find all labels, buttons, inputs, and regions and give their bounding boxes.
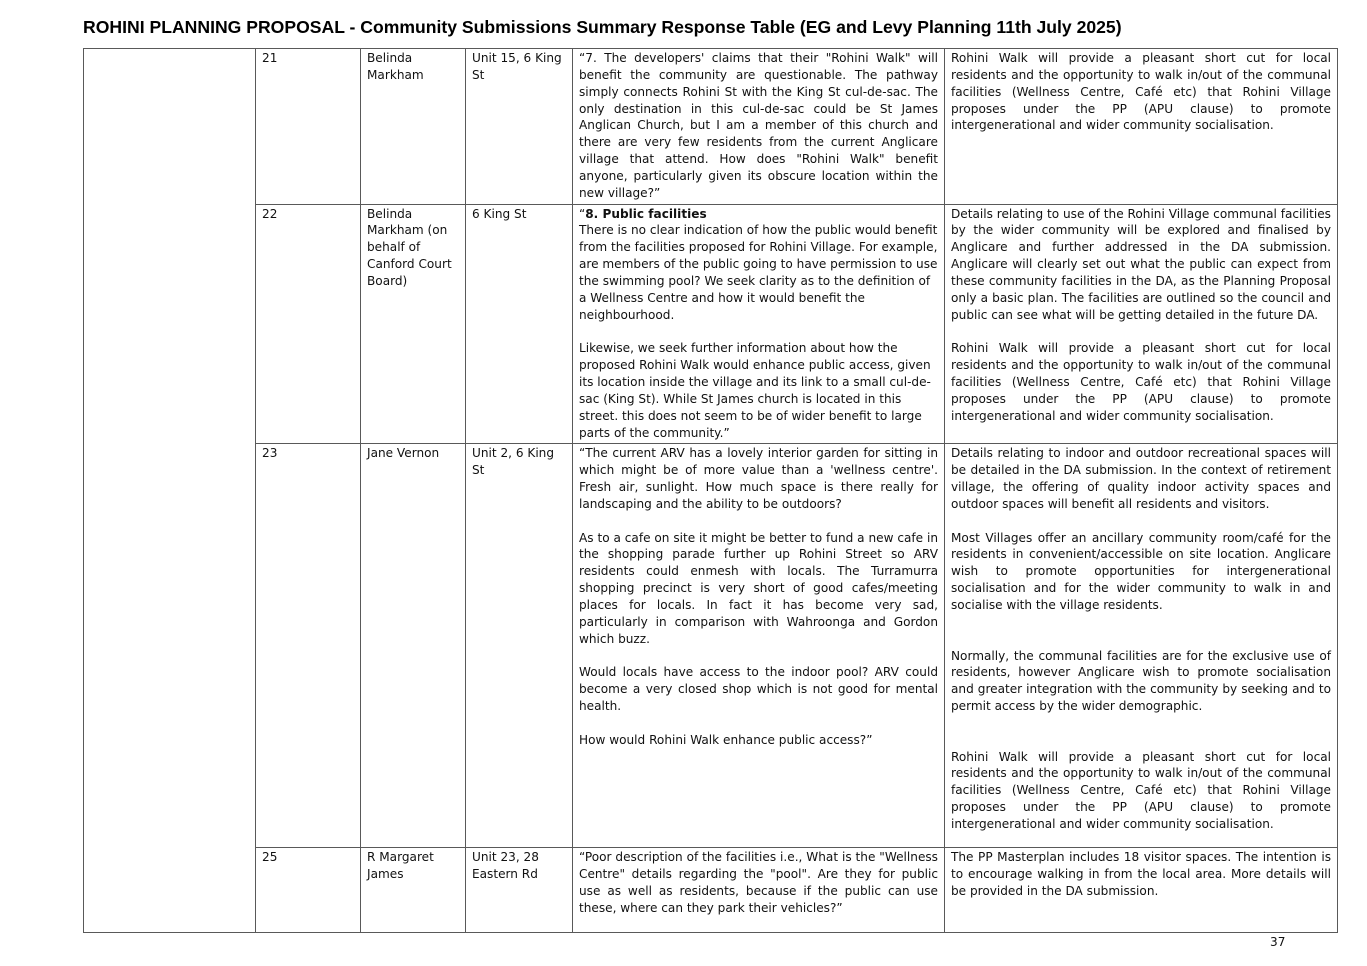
submission-text (573, 49, 945, 205)
submission-text (573, 848, 945, 933)
heading-label: 8. Public facilities (585, 206, 707, 221)
response-paragraph: Details relating to use of the Rohini Village communal facilities by the wider community will be explored and finalised by Anglicare and further addressed in the DA submission. Anglicare will clearly set out what the public can expect from these community facilities in the DA, as the Planning Proposal only a basic plan. The facilities are outlined so the council and public can see what will be getting detailed in the future DA. (951, 206, 1331, 322)
table-row (84, 49, 1338, 205)
response-paragraph: The PP Masterplan includes 18 visitor spaces. The intention is to encourage walking in from the local area. More details will be provided in the DA submission. (951, 850, 1331, 899)
submission-paragraph: There is no clear indication of how the public would benefit from the facilities proposed for Rohini Village. For example, are members of the public going to have permission to use the swimming pool? We seek clarity as to the definition of a Wellness Centre and how it would benefit the neighbourhood. (579, 223, 938, 322)
submission-paragraph: “Poor description of the facilities i.e., What is the "Wellness Centre" details regarding the "pool". Are they for public use as well as residents, because if the public can use these, where can they park their vehicles?” (579, 850, 938, 915)
submission-text (573, 204, 945, 444)
open-quote: “ (579, 206, 586, 221)
response-paragraph: Rohini Walk will provide a pleasant short cut for local residents and the opportunity to walk in/out of the communal facilities (Wellness Centre, Café etc) that Rohini Village proposes under the PP (APU clause) to promote intergenerational and wider community socialisation. (951, 341, 1331, 423)
submitter-address: Unit 15, 6 King St (466, 49, 573, 205)
response-paragraph: Details relating to indoor and outdoor recreational spaces will be detailed in the DA submission. In the context of retirement village, the offering of quality indoor activity spaces and outdoor spaces will benefit all residents and visitors. (951, 446, 1331, 511)
submission-paragraph: Likewise, we seek further information about how the proposed Rohini Walk would enhance public access, given its location inside the village and its link to a small cul-de-sac (King St). While St James church is located in this street. this does not seem to be of wider benefit to large parts of the community.” (579, 341, 931, 440)
submitter-name: Jane Vernon (361, 444, 466, 848)
response-text (945, 204, 1338, 444)
document-title: ROHINI PLANNING PROPOSAL - Community Submissions Summary Response Table (EG and Levy Planning 11th July 2025) (83, 17, 1122, 37)
response-paragraph: Rohini Walk will provide a pleasant short cut for local residents and the opportunity to walk in/out of the communal facilities (Wellness Centre, Café etc) that Rohini Village proposes under the PP (APU clause) to promote intergenerational and wider community socialisation. (951, 51, 1331, 133)
submitter-address: Unit 2, 6 King St (466, 444, 573, 848)
submission-number: 23 (256, 444, 361, 848)
submitter-name: Belinda Markham (361, 49, 466, 205)
submitter-name: Belinda Markham (on behalf of Canford Court Board) (361, 204, 466, 444)
submission-paragraph: Would locals have access to the indoor pool? ARV could become a very closed shop which is not good for mental health. (579, 665, 938, 714)
submission-paragraph: “The current ARV has a lovely interior garden for sitting in which might be of more value than a 'wellness centre'. Fresh air, sunlight. How much space is there really for landscaping and the ability to be outdoors? (579, 446, 938, 511)
submitter-address: Unit 23, 28 Eastern Rd (466, 848, 573, 933)
response-text (945, 444, 1338, 848)
submission-paragraph: As to a cafe on site it might be better to fund a new cafe in the shopping parade further up Rohini Street so ARV residents could enmesh with locals. The Turramurra shopping precinct is very short of good cafes/meeting places for locals. In fact it has become very sad, particularly in comparison with Wahroonga and Gordon which buzz. (579, 530, 938, 646)
table-row (84, 444, 1338, 848)
submission-number: 21 (256, 49, 361, 205)
page-number: 37 (1270, 935, 1286, 949)
response-paragraph: Normally, the communal facilities are for the exclusive use of residents, however Anglicare wish to promote socialisation and greater integration with the community by seeking and to permit access by the wider demographic. (951, 648, 1331, 714)
table-row (84, 204, 1338, 444)
response-paragraph: Rohini Walk will provide a pleasant short cut for local residents and the opportunity to walk in/out of the communal facilities (Wellness Centre, Café etc) that Rohini Village proposes under the PP (APU clause) to promote intergenerational and wider community socialisation. (951, 749, 1331, 831)
merged-blank-column (84, 49, 256, 933)
submission-number: 25 (256, 848, 361, 933)
submission-number: 22 (256, 204, 361, 444)
submission-heading (579, 206, 938, 223)
response-text (945, 49, 1338, 205)
submissions-response-table (83, 48, 1338, 933)
submission-text (573, 444, 945, 848)
response-paragraph: Most Villages offer an ancillary community room/café for the residents in convenient/accessible on site location. Anglicare wish to promote opportunities for intergenerational socialisation and for the wider community to walk in and socialise with the village residents. (951, 530, 1331, 612)
table-row (84, 848, 1338, 933)
submitter-name: R Margaret James (361, 848, 466, 933)
submission-paragraph: How would Rohini Walk enhance public access?” (579, 732, 873, 747)
submission-paragraph: “7. The developers' claims that their "Rohini Walk" will benefit the community are questionable. The pathway simply connects Rohini St with the King St cul-de-sac. The only destination in this cul-de-sac could be St James Anglican Church, but I am a member of this church and there are very few residents from the current Anglicare village that attend. How does "Rohini Walk" benefit anyone, particularly given its obscure location within the new village?” (579, 51, 938, 200)
submitter-address: 6 King St (466, 204, 573, 444)
response-text (945, 848, 1338, 933)
